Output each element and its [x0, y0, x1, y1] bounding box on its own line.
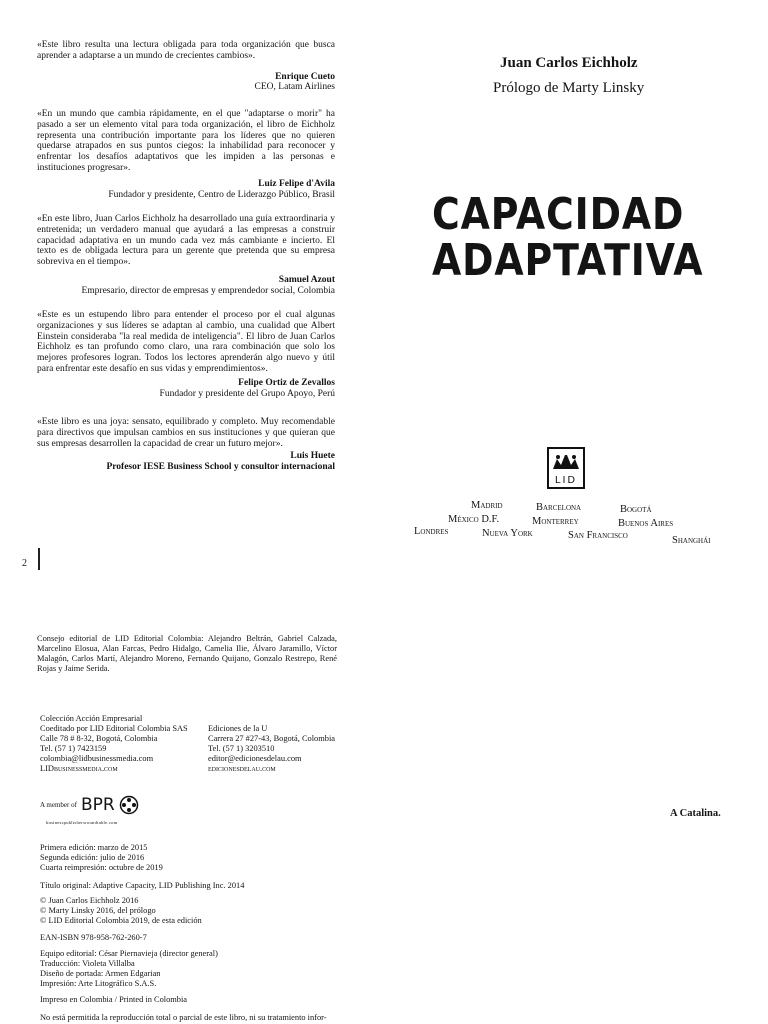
publisher-logo — [547, 447, 585, 489]
info-line: edicionesdelau.com — [208, 764, 276, 773]
reel-icon — [119, 795, 139, 815]
quote-text: «En este libro, Juan Carlos Eichholz ha desarrollado una guía extraordinaria y entretenida; un verdadero manual que ayudará a las empresas a construir capacidad adaptativa en un mundo cada vez más cambiante e incierto. El texto es de obligada lectura para un gerente que pretenda que su empresa sobreviva en el tiempo». — [37, 214, 335, 268]
info-line: Carrera 27 #27-43, Bogotá, Colombia — [208, 734, 335, 743]
editorial-council: Consejo editorial de LID Editorial Colombia: Alejandro Beltrán, Gabriel Calzada, Marcelino Elosua, Alan Farcas, Pedro Hidalgo, Camelia Ilie, Álvaro Jaramillo, Víctor Malagón, Carlos Martí, Alejandro Moreno, Fernando Quijano, Gonzalo Restrepo, René Rojas y Jaime Serida. — [37, 634, 337, 673]
quote-text: «Este libro resulta una lectura obligada para toda organización que busca aprender a adaptarse a un mundo de crecientes cambios». — [37, 40, 335, 61]
city-name: San Francisco — [568, 530, 628, 541]
rights-notice: No está permitida la reproducción total o parcial de este libro, ni su tratamiento infor- — [40, 1013, 327, 1022]
city-name: Shanghái — [672, 535, 711, 546]
copyright-line: © Juan Carlos Eichholz 2016 — [40, 896, 139, 905]
publisher-info-lid — [40, 714, 205, 774]
team-line: Traducción: Violeta Villalba — [40, 959, 135, 968]
bpr-url: businesspublishersroundtable.com — [46, 820, 118, 825]
book-title-line: CAPACIDAD — [432, 189, 685, 240]
info-line: Tel. (57 1) 7423159 — [40, 744, 107, 753]
quote-role: CEO, Latam Airlines — [254, 82, 335, 92]
author-name: Juan Carlos Eichholz — [500, 55, 638, 71]
city-name: Londres — [414, 526, 449, 537]
book-title-line: ADAPTATIVA — [432, 235, 704, 286]
quote-text: «Este es un estupendo libro para entender el proceso por el cual algunas organizaciones y sus líderes se adaptan al cambio, una cualidad que Albert Einstein consideraba "la real medida de inteligencia". El libro de Juan Carlos Eichholz es tan profundo como claro, una rara combinación que solo los mejores profesores logran. Todos los lectores aprenderán algo nuevo y útil para enfrentar este desafío en sus vidas y emprendimientos». — [37, 310, 335, 374]
editorial-team — [40, 949, 218, 989]
copyright-line: © LID Editorial Colombia 2019, de esta edición — [40, 916, 202, 925]
publisher-info-u — [208, 724, 348, 774]
publisher-logo-text: LID — [554, 475, 578, 486]
quote-text: «En un mundo que cambia rápidamente, en el que "adaptarse o morir" ha pasado a ser un elemento vital para toda organización, el libro de Eichholz representa una contribución importante para los líderes que no quieren quedarse atrapados en sus puntos ciegos: la inhabilidad para reconocer y enfrentar los desafíos adaptativos que les impiden a las personas e instituciones progresar». — [37, 109, 335, 173]
info-line: LIDbusinessmedia.com — [40, 764, 118, 773]
team-line: Diseño de portada: Armen Edgarian — [40, 969, 161, 978]
quote-author: Luis Huete — [290, 451, 335, 461]
team-line: Equipo editorial: César Piernavieja (director general) — [40, 949, 218, 958]
bpr-member-logo — [40, 795, 139, 819]
team-line: Impresión: Arte Litográfico S.A.S. — [40, 979, 157, 988]
edition-line: Cuarta reimpresión: octubre de 2019 — [40, 863, 163, 872]
copyright-lines — [40, 896, 202, 926]
quote-author: Luiz Felipe d'Avila — [258, 179, 335, 189]
city-name: Nueva York — [482, 528, 533, 539]
copyright-line: © Marty Linsky 2016, del prólogo — [40, 906, 156, 915]
quote-role: Fundador y presidente del Grupo Apoyo, Perú — [159, 389, 335, 399]
isbn: EAN-ISBN 978-958-762-260-7 — [40, 933, 147, 942]
printed-in: Impreso en Colombia / Printed in Colombia — [40, 995, 188, 1004]
info-line: Ediciones de la U — [208, 724, 268, 733]
quote-author: Enrique Cueto — [275, 72, 335, 82]
quote-author: Samuel Azout — [278, 275, 335, 285]
page-number: 2 — [22, 558, 27, 569]
info-line: colombia@lidbusinessmedia.com — [40, 754, 154, 763]
prologue-credit: Prólogo de Marty Linsky — [493, 80, 645, 96]
info-line: Colección Acción Empresarial — [40, 714, 143, 723]
quote-role: Profesor IESE Business School y consultor internacional — [106, 462, 335, 472]
bpr-prefix: A member of — [40, 801, 77, 809]
original-title: Título original: Adaptive Capacity, LID Publishing Inc. 2014 — [40, 881, 245, 890]
city-name: Monterrey — [532, 516, 579, 527]
edition-line: Primera edición: marzo de 2015 — [40, 843, 148, 852]
quote-author: Felipe Ortiz de Zevallos — [238, 378, 335, 388]
book-title — [432, 189, 704, 286]
info-line: Calle 78 # 8-32, Bogotá, Colombia — [40, 734, 158, 743]
city-name: Barcelona — [536, 502, 582, 513]
city-name: México D.F. — [448, 514, 500, 525]
quote-role: Fundador y presidente, Centro de Liderazgo Público, Brasil — [108, 190, 335, 200]
quote-text: «Este libro es una joya: sensato, equilibrado y completo. Muy recomendable para directivos que impulsan cambios en sus instituciones y que quieran que sus empresas desarrollen la capacidad de crear un futuro mejor». — [37, 417, 335, 449]
city-name: Buenos Aires — [618, 518, 674, 529]
info-line: Coeditado por LID Editorial Colombia SAS — [40, 724, 188, 733]
bpr-logo-text: BPR — [80, 795, 115, 815]
edition-line: Segunda edición: julio de 2016 — [40, 853, 145, 862]
page-marker — [38, 548, 40, 570]
griffin-icon — [549, 451, 583, 473]
edition-history — [40, 843, 163, 873]
dedication: A Catalina. — [670, 808, 721, 819]
info-line: Tel. (57 1) 3203510 — [208, 744, 275, 753]
city-name: Madrid — [471, 500, 503, 511]
quote-role: Empresario, director de empresas y emprendedor social, Colombia — [81, 286, 335, 296]
info-line: editor@edicionesdelau.com — [208, 754, 302, 763]
city-name: Bogotá — [620, 504, 652, 515]
